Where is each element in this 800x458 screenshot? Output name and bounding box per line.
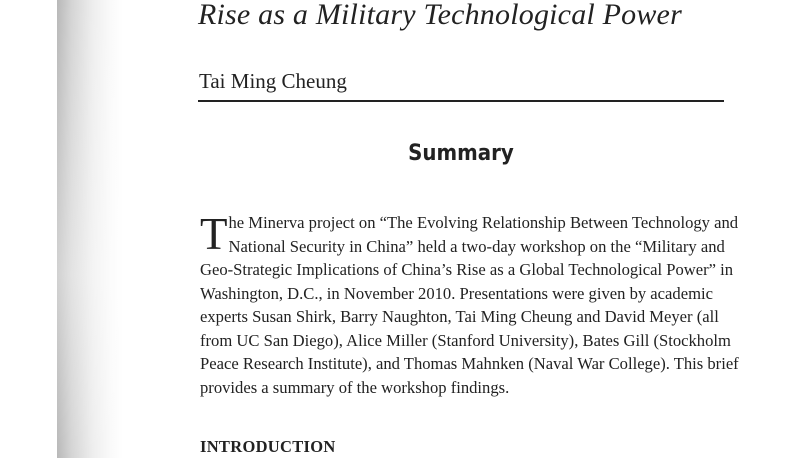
summary-heading: Summary <box>408 141 514 166</box>
summary-body-text: he Minerva project on “The Evolving Relationship Between Technology and National Security in China” held a two-day workshop on the “Military and Geo-Strategic Implications of China’s Rise as a Global Technological Power” in Washington, D.C., in November 2010. Presentations were given by academic experts Susan Shirk, Barry Naughton, Tai Ming Cheung and David Meyer (all from UC San Diego), Alice Miller (Stanford University), Bates Gill (Stockholm Peace Research Institute), and Thomas Mahnken (Naval War College). This brief provides a summary of the workshop findings. <box>200 213 739 397</box>
title-divider <box>198 100 724 102</box>
drop-cap-letter: T <box>200 209 228 259</box>
introduction-heading: INTRODUCTION <box>200 437 336 456</box>
author-name: Tai Ming Cheung <box>199 69 347 93</box>
document-title: Rise as a Military Technological Power <box>198 0 682 31</box>
summary-paragraph <box>200 211 740 399</box>
decorative-side-band-shade <box>57 0 177 458</box>
